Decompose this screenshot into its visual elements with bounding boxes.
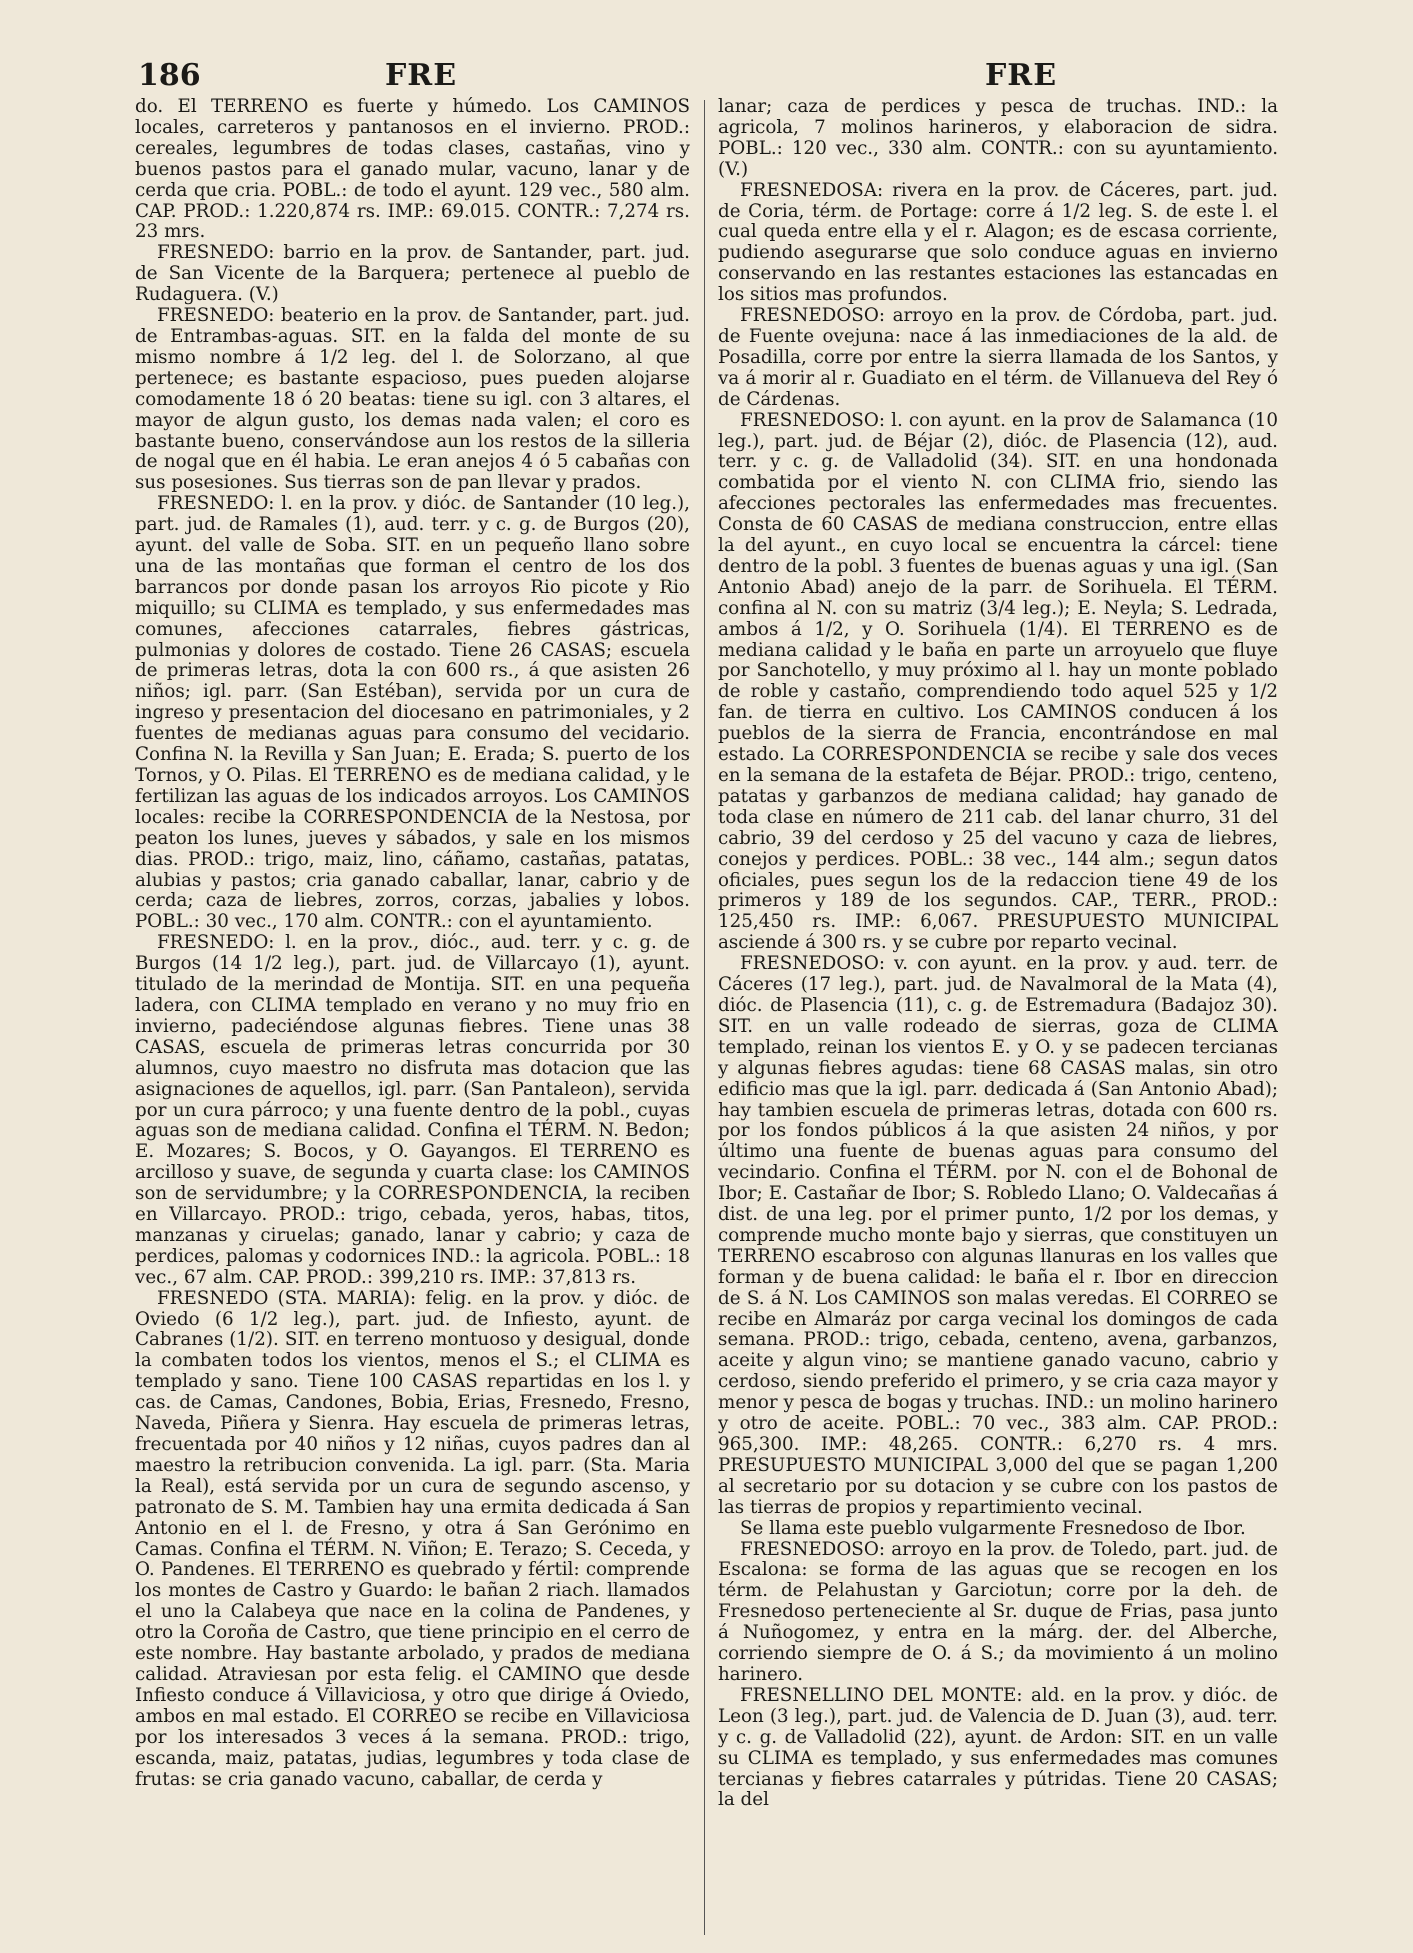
entry: FRESNELLINO DEL MONTE: ald. en la prov. y dióc. de Leon (3 leg.), part. jud. de Valencia de D. Juan (3), aud. terr. y c. g. de Valladolid (22), ayunt. de Ardon: SIT. en un valle su CLIMA es templado, y sus enfermedades mas comunes tercianas y fiebres catarrales y pútridas. Tiene 20 CASAS; la del [718,1684,1278,1811]
left-column [135,97,690,1937]
entry: FRESNEDOSO: arroyo en la prov. de Córdoba, part. jud. de Fuente ovejuna: nace á las inmediaciones de la ald. de Posadilla, corre por entre la sierra llamada de los Santos, y va á morir al r. Guadiato en el térm. de Villanueva del Rey ó de Cárdenas. [718,305,1278,410]
page-number: 186 [138,58,201,93]
entry: lanar; caza de perdices y pesca de truchas. IND.: la agricola, 7 molinos harineros, y elaboracion de sidra. POBL.: 120 vec., 330 alm. CONTR.: con su ayuntamiento. (V.) [718,97,1278,180]
running-head-left: FRE [385,58,458,93]
running-head-right: FRE [985,58,1058,93]
right-column [718,97,1278,1937]
entry: FRESNEDOSO: l. con ayunt. en la prov de Salamanca (10 leg.), part. jud. de Béjar (2), dióc. de Plasencia (12), aud. terr. y c. g. de Valladolid (34). SIT. en una hondonada combatida por el viento N. con CLIMA frio, siendo las afecciones pectorales las enfermedades mas frecuentes. Consta de 60 CASAS de mediana construccion, entre ellas la del ayunt., en cuyo local se encuentra la cárcel: tiene dentro de la pobl. 3 fuentes de buenas aguas y una igl. (San Antonio Abad) anejo de la parr. de Sorihuela. El TÉRM. confina al N. con su matriz (3/4 leg.); E. Neyla; S. Ledrada, ambos á 1/2, y O. Sorihuela (1/4). El TERRENO es de mediana calidad y le baña en parte un arroyuelo que fluye por Sanchotello, y muy próximo al l. hay un monte poblado de roble y castaño, comprendiendo todo aquel 525 y 1/2 fan. de tierra en cultivo. Los CAMINOS conducen á los pueblos de la sierra de Francia, encontrándose en mal estado. La CORRESPONDENCIA se recibe y sale dos veces en la semana de la estafeta de Béjar. PROD.: trigo, centeno, patatas y garbanzos de mediana calidad; hay ganado de toda clase en número de 211 cab. del lanar churro, 31 del cabrio, 39 del cerdoso y 25 del vacuno y caza de liebres, conejos y perdices. POBL.: 38 vec., 144 alm.; segun datos oficiales, pues segun los de la redaccion tiene 49 de los primeros y 189 de los segundos. CAP., TERR., PROD.: 125,450 rs. IMP.: 6,067. PRESUPUESTO MUNICIPAL asciende á 300 rs. y se cubre por reparto vecinal. [718,409,1278,954]
entry: FRESNEDO (STA. MARIA): felig. en la prov. y dióc. de Oviedo (6 1/2 leg.), part. jud. de Infiesto, ayunt. de Cabranes (1/2). SIT. en terreno montuoso y desigual, donde la combaten todos los vientos, menos el S.; el CLIMA es templado y sano. Tiene 100 CASAS repartidas en los l. y cas. de Camas, Candones, Bobia, Erias, Fresnedo, Fresno, Naveda, Piñera y Sienra. Hay escuela de primeras letras, frecuentada por 40 niños y 12 niñas, cuyos padres dan al maestro la retribucion convenida. La igl. parr. (Sta. Maria la Real), está servida por un cura de segundo ascenso, y patronato de S. M. Tambien hay una ermita dedicada á San Antonio en el l. de Fresno, y otra á San Gerónimo en Camas. Confina el TÉRM. N. Viñon; E. Terazo; S. Ceceda, y O. Pandenes. El TERRENO es quebrado y fértil: comprende los montes de Castro y Guardo: le bañan 2 riach. llamados el uno la Calabeya que nace en la colina de Pandenes, y otro la Coroña de Castro, que tiene principio en el cerro de este nombre. Hay bastante arbolado, y prados de mediana calidad. Atraviesan por esta felig. el CAMINO que desde Infiesto conduce á Villaviciosa, y otro que dirige á Oviedo, ambos en mal estado. El CORREO se recibe en Villaviciosa por los interesados 3 veces á la semana. PROD.: trigo, escanda, maiz, patatas, judias, legumbres y toda clase de frutas: se cria ganado vacuno, caballar, de cerda y [135,1287,690,1790]
entry: Se llama este pueblo vulgarmente Fresnedoso de Ibor. [740,1517,1246,1539]
entry: FRESNEDO: l. en la prov. y dióc. de Santander (10 leg.), part. jud. de Ramales (1), aud. terr. y c. g. de Burgos (20), ayunt. del valle de Soba. SIT. en un pequeño llano sobre una de las montañas que forman el centro de los dos barrancos por donde pasan los arroyos Rio picote y Rio miquillo; su CLIMA es templado, y sus enfermedades mas comunes, afecciones catarrales, fiebres gástricas, pulmonias y dolores de costado. Tiene 26 CASAS; escuela de primeras letras, dota la con 600 rs., á que asisten 26 niños; igl. parr. (San Estéban), servida por un cura de ingreso y presentacion del diocesano en patrimoniales, y 2 fuentes de medianas aguas para consumo del vecidario. Confina N. la Revilla y San Juan; E. Erada; S. puerto de los Tornos, y O. Pilas. El TERRENO es de mediana calidad, y le fertilizan las aguas de los indicados arroyos. Los CAMINOS locales: recibe la CORRESPONDENCIA de la Nestosa, por peaton los lunes, jueves y sábados, y sale en los mismos dias. PROD.: trigo, maiz, lino, cáñamo, castañas, patatas, alubias y pastos; cria ganado caballar, lanar, cabrio y de cerda; caza de liebres, zorros, corzas, jabalies y lobos. POBL.: 30 vec., 170 alm. CONTR.: con el ayuntamiento. [135,493,690,933]
column-divider [704,100,705,1935]
entry: FRESNEDOSO: arroyo en la prov. de Toledo, part. jud. de Escalona: se forma de las aguas que se recogen en los térm. de Pelahustan y Garciotun; corre por la deh. de Fresnedoso perteneciente al Sr. duque de Frias, pasa junto á Nuñogomez, y entra en la márg. der. del Alberche, corriendo siempre de O. á S.; da movimiento á un molino harinero. [718,1538,1278,1685]
entry: FRESNEDOSO: v. con ayunt. en la prov. y aud. terr. de Cáceres (17 leg.), part. jud. de Navalmoral de la Mata (4), dióc. de Plasencia (11), c. g. de Estremadura (Badajoz 30). SIT. en un valle rodeado de sierras, goza de CLIMA templado, reinan los vientos E. y O. y se padecen tercianas y algunas fiebres agudas: tiene 68 CASAS malas, sin otro edificio mas que la igl. parr. dedicada á (San Antonio Abad); hay tambien escuela de primeras letras, dotada con 600 rs. por los fondos públicos á la que asisten 24 niños, y por último una fuente de buenas aguas para consumo del vecindario. Confina el TÉRM. por N. con el de Bohonal de Ibor; E. Castañar de Ibor; S. Robledo Llano; O. Valdecañas á dist. de una leg. por el primer punto, 1/2 por los demas, y comprende mucho monte bajo y sierras, que constituyen un TERRENO escabroso con algunas llanuras en los valles que forman y de buena calidad: le baña el r. Ibor en direccion de S. á N. Los CAMINOS son malas veredas. El CORREO se recibe en Almaráz por carga vecinal los domingos de cada semana. PROD.: trigo, cebada, centeno, avena, garbanzos, aceite y algun vino; se mantiene ganado vacuno, cabrio y cerdoso, siendo preferido el primero, y se cria caza mayor y menor y pesca de bogas y truchas. IND.: un molino harinero y otro de aceite. POBL.: 70 vec., 383 alm. CAP. PROD.: 965,300. IMP.: 48,265. CONTR.: 6,270 rs. 4 mrs. PRESUPUESTO MUNICIPAL 3,000 del que se pagan 1,200 al secretario por su dotacion y se cubre con los pastos de las tierras de propios y repartimiento vecinal. [718,953,1278,1518]
entry: FRESNEDOSA: rivera en la prov. de Cáceres, part. jud. de Coria, térm. de Portage: corre á 1/2 leg. S. de este l. el cual queda entre ella y el r. Alagon; es de escasa corriente, pudiendo asegurarse que solo conduce aguas en invierno conservando en las restantes estaciones las estancadas en los sitios mas profundos. [718,179,1278,306]
entry: FRESNEDO: l. en la prov., dióc., aud. terr. y c. g. de Burgos (14 1/2 leg.), part. jud. de Villarcayo (1), ayunt. titulado de la merindad de Montija. SIT. en una pequeña ladera, con CLIMA templado en verano y no muy frio en invierno, padeciéndose algunas fiebres. Tiene unas 38 CASAS, escuela de primeras letras concurrida por 30 alumnos, cuyo maestro no disfruta mas dotacion que las asignaciones de aquellos, igl. parr. (San Pantaleon), servida por un cura párroco; y una fuente dentro de la pobl., cuyas aguas son de mediana calidad. Confina el TÉRM. N. Bedon; E. Mozares; S. Bocos, y O. Gayangos. El TERRENO es arcilloso y suave, de segunda y cuarta clase: los CAMINOS son de servidumbre; y la CORRESPONDENCIA, la reciben en Villarcayo. PROD.: trigo, cebada, yeros, habas, titos, manzanas y ciruelas; ganado, lanar y cabrio; y caza de perdices, palomas y codornices IND.: la agricola. POBL.: 18 vec., 67 alm. CAP. PROD.: 399,210 rs. IMP.: 37,813 rs. [135,932,690,1288]
entry: do. El TERRENO es fuerte y húmedo. Los CAMINOS locales, carreteros y pantanosos en el invierno. PROD.: cereales, legumbres de todas clases, castañas, vino y buenos pastos para el ganado mular, vacuno, lanar y de cerda que cria. POBL.: de todo el ayunt. 129 vec., 580 alm. CAP. PROD.: 1.220,874 rs. IMP.: 69.015. CONTR.: 7,274 rs. 23 mrs. [135,97,690,243]
entry: FRESNEDO: barrio en la prov. de Santander, part. jud. de San Vicente de la Barquera; pertenece al pueblo de Rudaguera. (V.) [135,242,690,306]
entry: FRESNEDO: beaterio en la prov. de Santander, part. jud. de Entrambas-aguas. SIT. en la falda del monte de su mismo nombre á 1/2 leg. del l. de Solorzano, al que pertenece; es bastante espacioso, pues pueden alojarse comodamente 18 ó 20 beatas: tiene su igl. con 3 altares, el mayor de algun gusto, los demas nada valen; el coro es bastante bueno, conservándose aun los restos de la silleria de nogal que en él habia. Le eran anejos 4 ó 5 cabañas con sus posesiones. Sus tierras son de pan llevar y prados. [135,305,690,494]
